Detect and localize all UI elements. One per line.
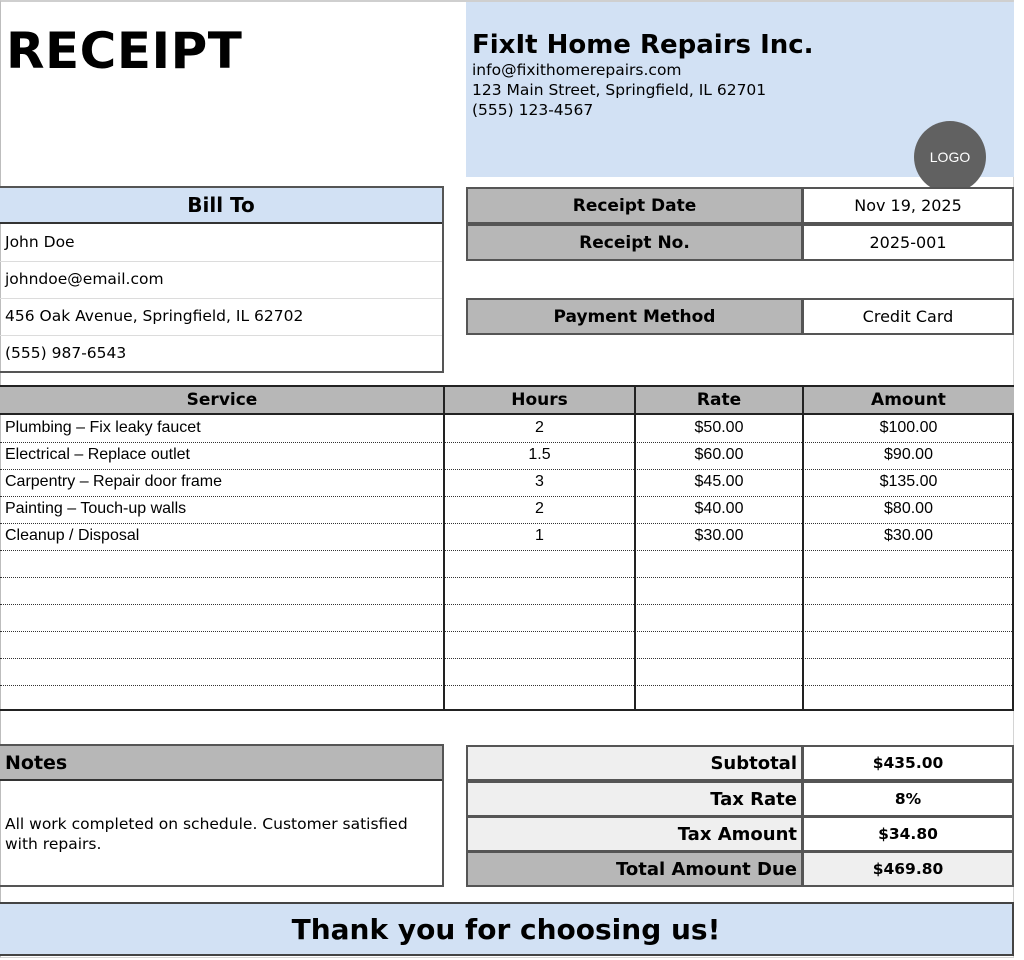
- cell-service: Cleanup / Disposal: [5, 527, 140, 544]
- tax-amount-value: $34.80: [802, 816, 1014, 852]
- cell-hours: 2: [535, 500, 544, 517]
- cell-service: Plumbing – Fix leaky faucet: [5, 419, 201, 436]
- column-header-rate: Rate: [635, 387, 803, 415]
- row-divider: [0, 685, 1012, 686]
- bill-to-name: John Doe: [5, 233, 75, 251]
- notes-text: All work completed on schedule. Customer satisfied with repairs.: [5, 815, 408, 853]
- cell-rate: $40.00: [694, 500, 744, 517]
- cell-rate: $60.00: [694, 446, 744, 463]
- company-phone: (555) 123-4567: [472, 101, 594, 119]
- company-address: 123 Main Street, Springfield, IL 62701: [472, 81, 767, 99]
- cell-service: Painting – Touch-up walls: [5, 500, 187, 517]
- receipt-title: RECEIPT: [6, 22, 243, 80]
- tax-amount-label: Tax Amount: [466, 816, 803, 852]
- subtotal-value: $435.00: [802, 745, 1014, 781]
- cell-rate: $30.00: [694, 527, 744, 544]
- notes-header: Notes: [0, 746, 442, 781]
- payment-method-value: Credit Card: [802, 298, 1014, 335]
- cell-hours: 3: [535, 473, 544, 490]
- divider: [0, 261, 442, 262]
- cell-amount: $135.00: [879, 473, 938, 490]
- subtotal-label: Subtotal: [466, 745, 803, 781]
- receipt-no-value: 2025-001: [802, 224, 1014, 261]
- bill-to-phone: (555) 987-6543: [5, 344, 127, 362]
- cell-rate: $45.00: [694, 473, 744, 490]
- company-logo: LOGO: [914, 121, 986, 193]
- row-divider: [0, 658, 1012, 659]
- bill-to-header: Bill To: [0, 188, 442, 224]
- tax-rate-label: Tax Rate: [466, 781, 803, 817]
- cell-service: Electrical – Replace outlet: [5, 446, 190, 463]
- column-header-amount: Amount: [803, 387, 1014, 415]
- cell-rate: $50.00: [694, 419, 744, 436]
- cell-hours: 1: [535, 527, 544, 544]
- tax-rate-value: 8%: [802, 781, 1014, 817]
- bill-to-address: 456 Oak Avenue, Springfield, IL 62702: [5, 307, 304, 325]
- total-due-label: Total Amount Due: [466, 851, 803, 887]
- cell-amount: $90.00: [884, 446, 933, 463]
- receipt-no-label: Receipt No.: [466, 224, 803, 261]
- row-divider: [0, 604, 1012, 605]
- receipt-date-label: Receipt Date: [466, 187, 803, 224]
- cell-amount: $30.00: [884, 527, 933, 544]
- thank-you-banner: Thank you for choosing us!: [0, 902, 1014, 956]
- divider: [0, 298, 442, 299]
- company-email: info@fixithomerepairs.com: [472, 61, 682, 79]
- cell-hours: 1.5: [528, 446, 551, 463]
- row-divider: [0, 550, 1012, 551]
- cell-service: Carpentry – Repair door frame: [5, 473, 222, 490]
- receipt-date-value: Nov 19, 2025: [802, 187, 1014, 224]
- bill-to-email: johndoe@email.com: [5, 270, 164, 288]
- cell-hours: 2: [535, 419, 544, 436]
- payment-method-label: Payment Method: [466, 298, 803, 335]
- cell-amount: $80.00: [884, 500, 933, 517]
- column-header-service: Service: [0, 387, 444, 415]
- row-divider: [0, 577, 1012, 578]
- total-due-value: $469.80: [802, 851, 1014, 887]
- row-divider: [0, 631, 1012, 632]
- cell-amount: $100.00: [879, 419, 938, 436]
- company-name: FixIt Home Repairs Inc.: [472, 30, 814, 60]
- column-header-hours: Hours: [444, 387, 635, 415]
- divider: [0, 335, 442, 336]
